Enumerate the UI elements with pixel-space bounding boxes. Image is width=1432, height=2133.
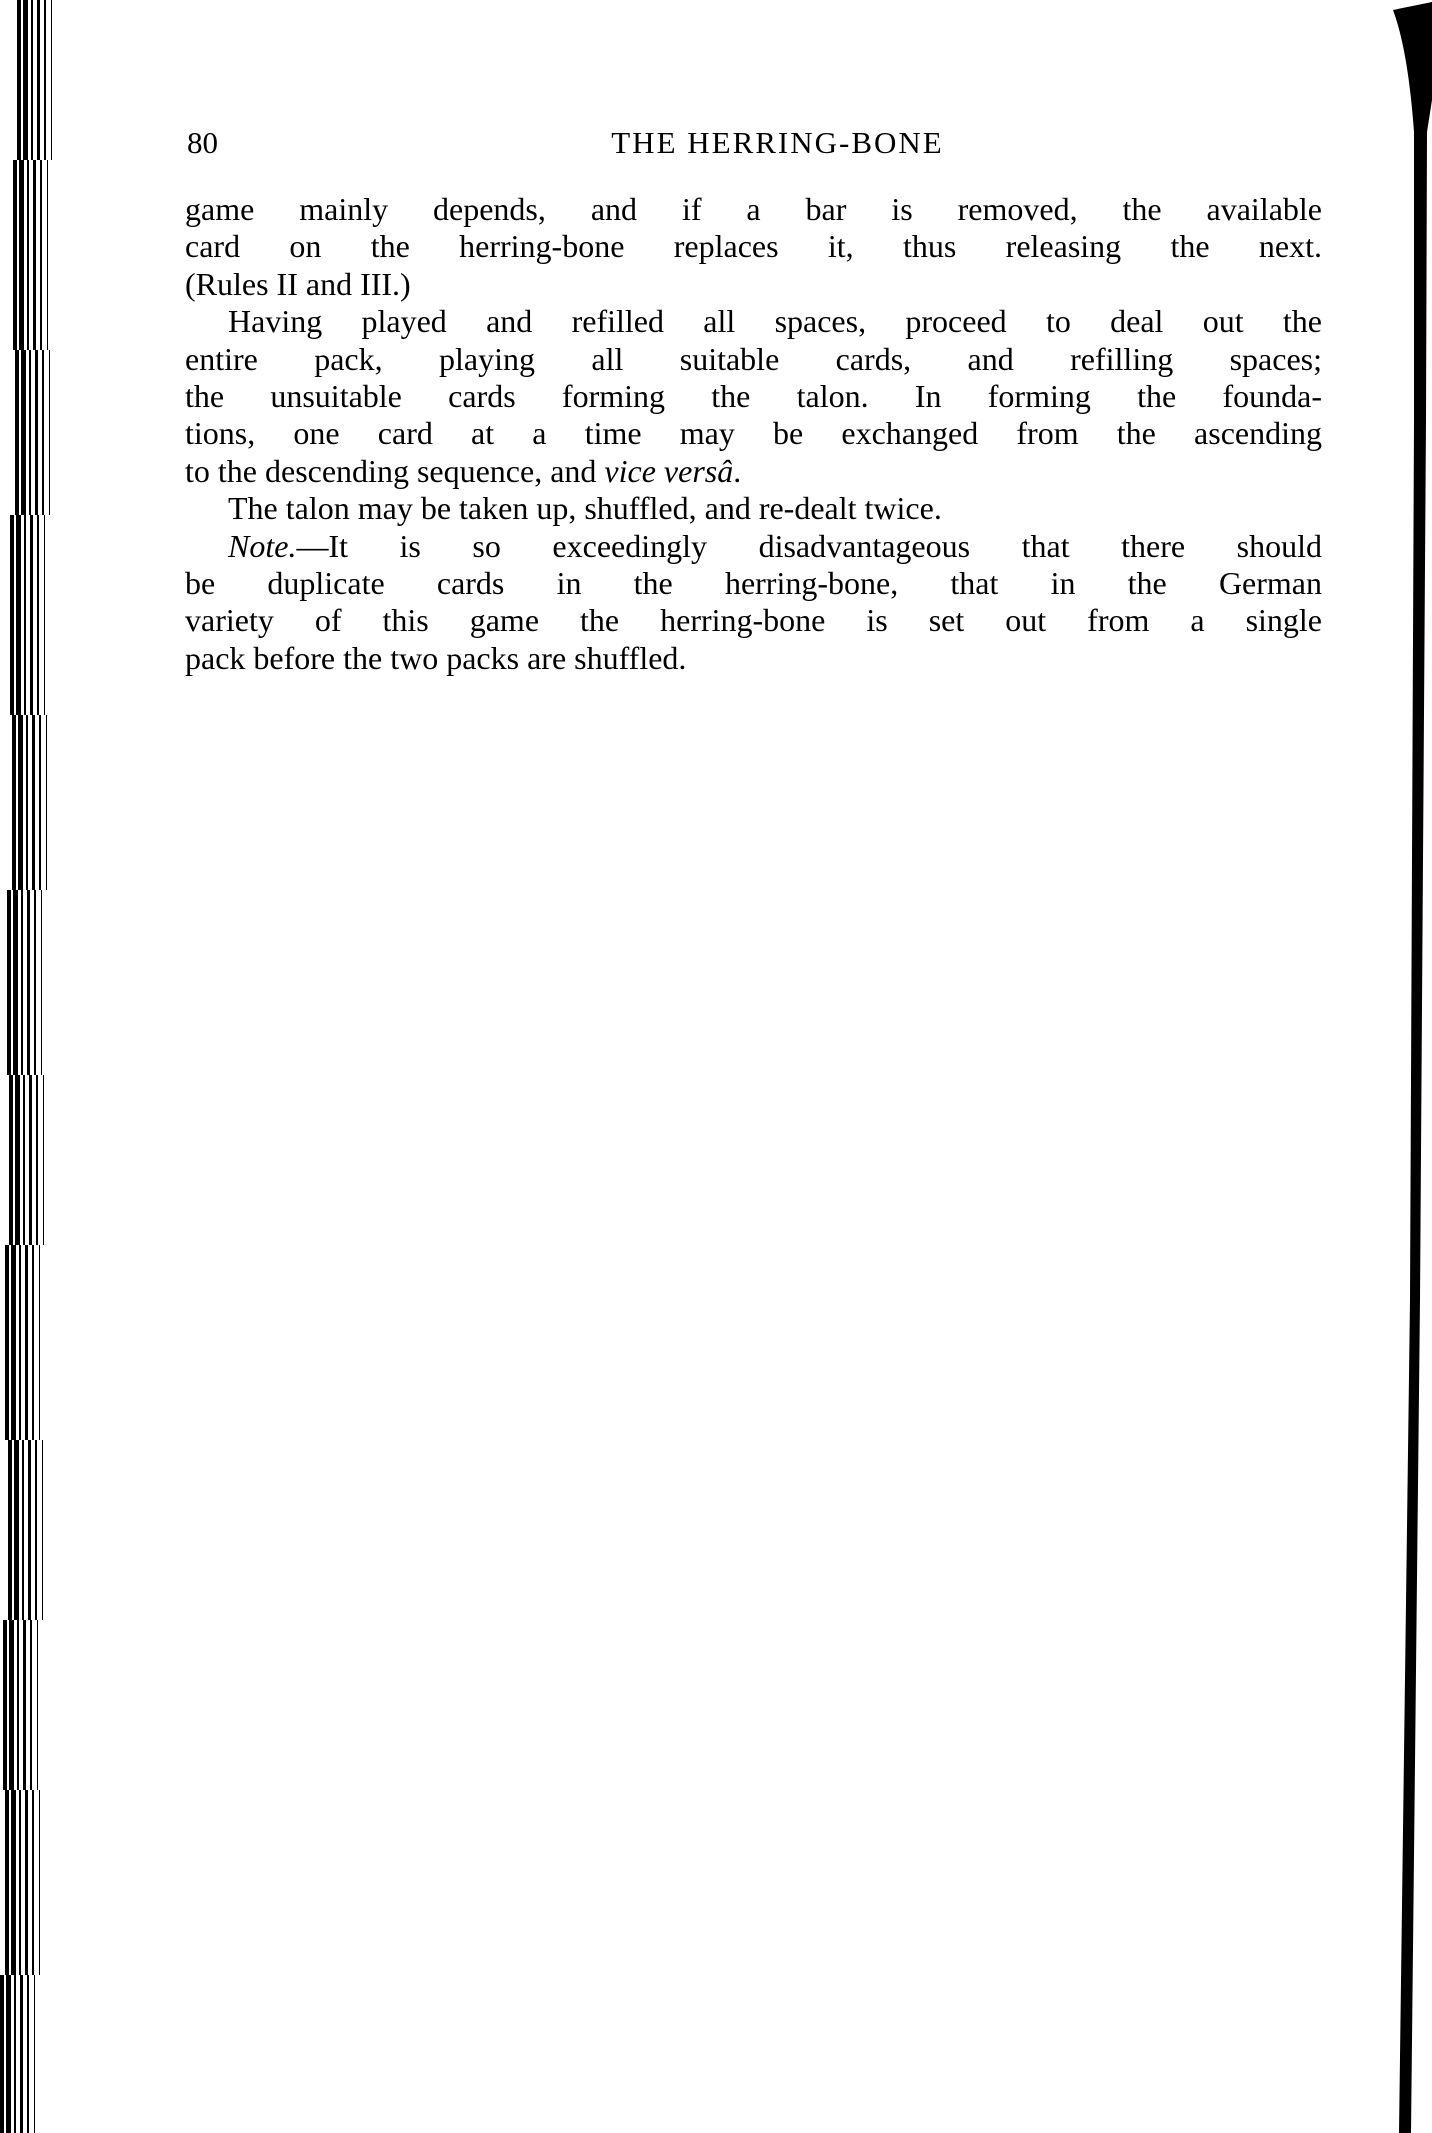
text-line: [185, 490, 1322, 527]
text-line: [185, 303, 1322, 340]
gutter-streak-segment: [7, 890, 47, 1075]
text-line: [185, 453, 1322, 490]
gutter-streak-segment: [0, 1975, 40, 2133]
text-segment: .: [733, 452, 742, 489]
text-line: [185, 415, 1322, 452]
running-head: [185, 122, 1322, 164]
paragraph: [185, 528, 1322, 678]
gutter-streak-segment: [13, 160, 53, 350]
gutter-streak-segment: [8, 1440, 48, 1620]
gutter-streak-segment: [5, 1790, 45, 1975]
text-line: [185, 565, 1322, 602]
paragraph: [185, 191, 1322, 303]
text-segment: the unsuitable cards forming the talon. In forming the founda-: [185, 377, 1322, 414]
text-segment: variety of this game the herring-bone is set out from a single: [185, 602, 1322, 639]
text-segment: Having played and refilled all spaces, proceed to deal out the: [228, 303, 1322, 340]
text-segment: game mainly depends, and if a bar is removed, the available: [185, 191, 1322, 227]
text-line: [185, 528, 1322, 565]
text-segment: tions, one card at a time may be exchanged from the ascending: [185, 415, 1322, 452]
gutter-streak-segment: [3, 1620, 43, 1790]
italic-text-segment: vice versâ: [604, 452, 734, 489]
gutter-streak-segment: [10, 515, 50, 715]
text-segment: —It is so exceedingly disadvantageous that there should: [296, 527, 1322, 564]
text-segment: The talon may be taken up, shuffled, and re-dealt twice.: [228, 490, 942, 527]
gutter-streak-segment: [5, 1245, 45, 1440]
paragraph: [185, 490, 1322, 527]
text-segment: entire pack, playing all suitable cards, and refilling spaces;: [185, 340, 1322, 377]
text-segment: pack before the two packs are shuffled.: [185, 639, 687, 676]
text-line: [185, 266, 1322, 303]
gutter-streak-segment: [9, 1075, 49, 1245]
page-number: 80: [187, 125, 218, 160]
text-line: [185, 378, 1322, 415]
paragraph: [185, 303, 1322, 490]
running-title: THE HERRING-BONE: [611, 125, 944, 160]
text-line: [185, 228, 1322, 265]
text-segment: card on the herring-bone replaces it, thus releasing the next.: [185, 228, 1322, 265]
italic-text-segment: Note.: [228, 527, 297, 564]
scan-gutter-streaks: [0, 0, 72, 2133]
gutter-streak-segment: [15, 350, 55, 515]
text-line: [185, 191, 1322, 228]
text-block: [185, 191, 1322, 677]
text-line: [185, 602, 1322, 639]
text-segment: (Rules II and III.): [185, 265, 411, 302]
text-line: [185, 640, 1322, 677]
text-segment: be duplicate cards in the herring-bone, that in the German: [185, 564, 1322, 601]
text-segment: to the descending sequence, and: [185, 452, 605, 489]
text-line: [185, 341, 1322, 378]
gutter-streak-segment: [12, 715, 52, 890]
gutter-streak-segment: [17, 0, 57, 160]
